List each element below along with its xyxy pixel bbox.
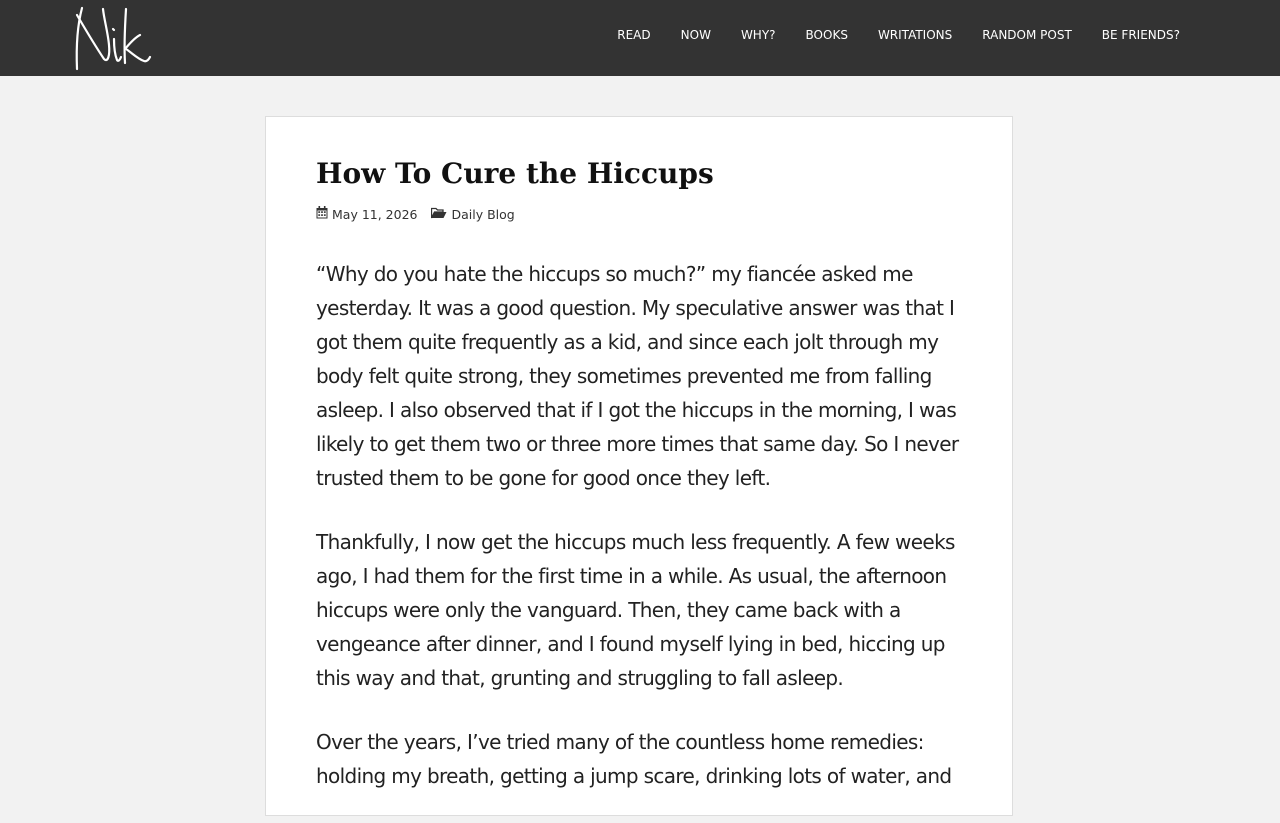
nav-item-read[interactable]: READ	[617, 28, 651, 42]
post-meta	[316, 206, 515, 222]
main-nav	[617, 0, 1180, 70]
post-title: How To Cure the Hiccups	[316, 157, 714, 190]
post-card	[265, 116, 1013, 816]
nav-item-now[interactable]: NOW	[680, 28, 711, 42]
calendar-icon	[316, 206, 328, 222]
folder-open-icon	[431, 207, 447, 222]
nav-item-random-post[interactable]: RANDOM POST	[982, 28, 1072, 42]
nav-item-be-friends[interactable]: BE FRIENDS?	[1101, 28, 1180, 42]
nav-item-writations[interactable]: WRITATIONS	[877, 28, 953, 42]
top-navbar	[0, 0, 1280, 76]
nav-item-why[interactable]: WHY?	[740, 28, 776, 42]
site-logo[interactable]	[74, 5, 154, 71]
post-content	[316, 257, 976, 823]
post-category-link[interactable]: Daily Blog	[451, 206, 515, 222]
post-date: May 11, 2026	[332, 206, 418, 222]
post-paragraph: Over the years, I’ve tried many of the countless home remedies: holding my breath, getting a jump scare, drinking lots of water, and	[316, 730, 952, 788]
nav-item-books[interactable]: BOOKS	[805, 28, 848, 42]
post-paragraph: “Why do you hate the hiccups so much?” my fiancée asked me yesterday. It was a good question. My speculative answer was that I got them quite frequently as a kid, and since each jolt through my body felt quite strong, they sometimes prevented me from falling asleep. I also observed that if I got the hiccups in the morning, I was likely to get them two or three more times that same day. So I never trusted them to be gone for good once they left.	[316, 262, 959, 490]
post-paragraph: Thankfully, I now get the hiccups much less frequently. A few weeks ago, I had them for the first time in a while. As usual, the afternoon hiccups were only the vanguard. Then, they came back with a vengeance after dinner, and I found myself lying in bed, hiccing up this way and that, grunting and struggling to fall asleep.	[316, 530, 955, 690]
